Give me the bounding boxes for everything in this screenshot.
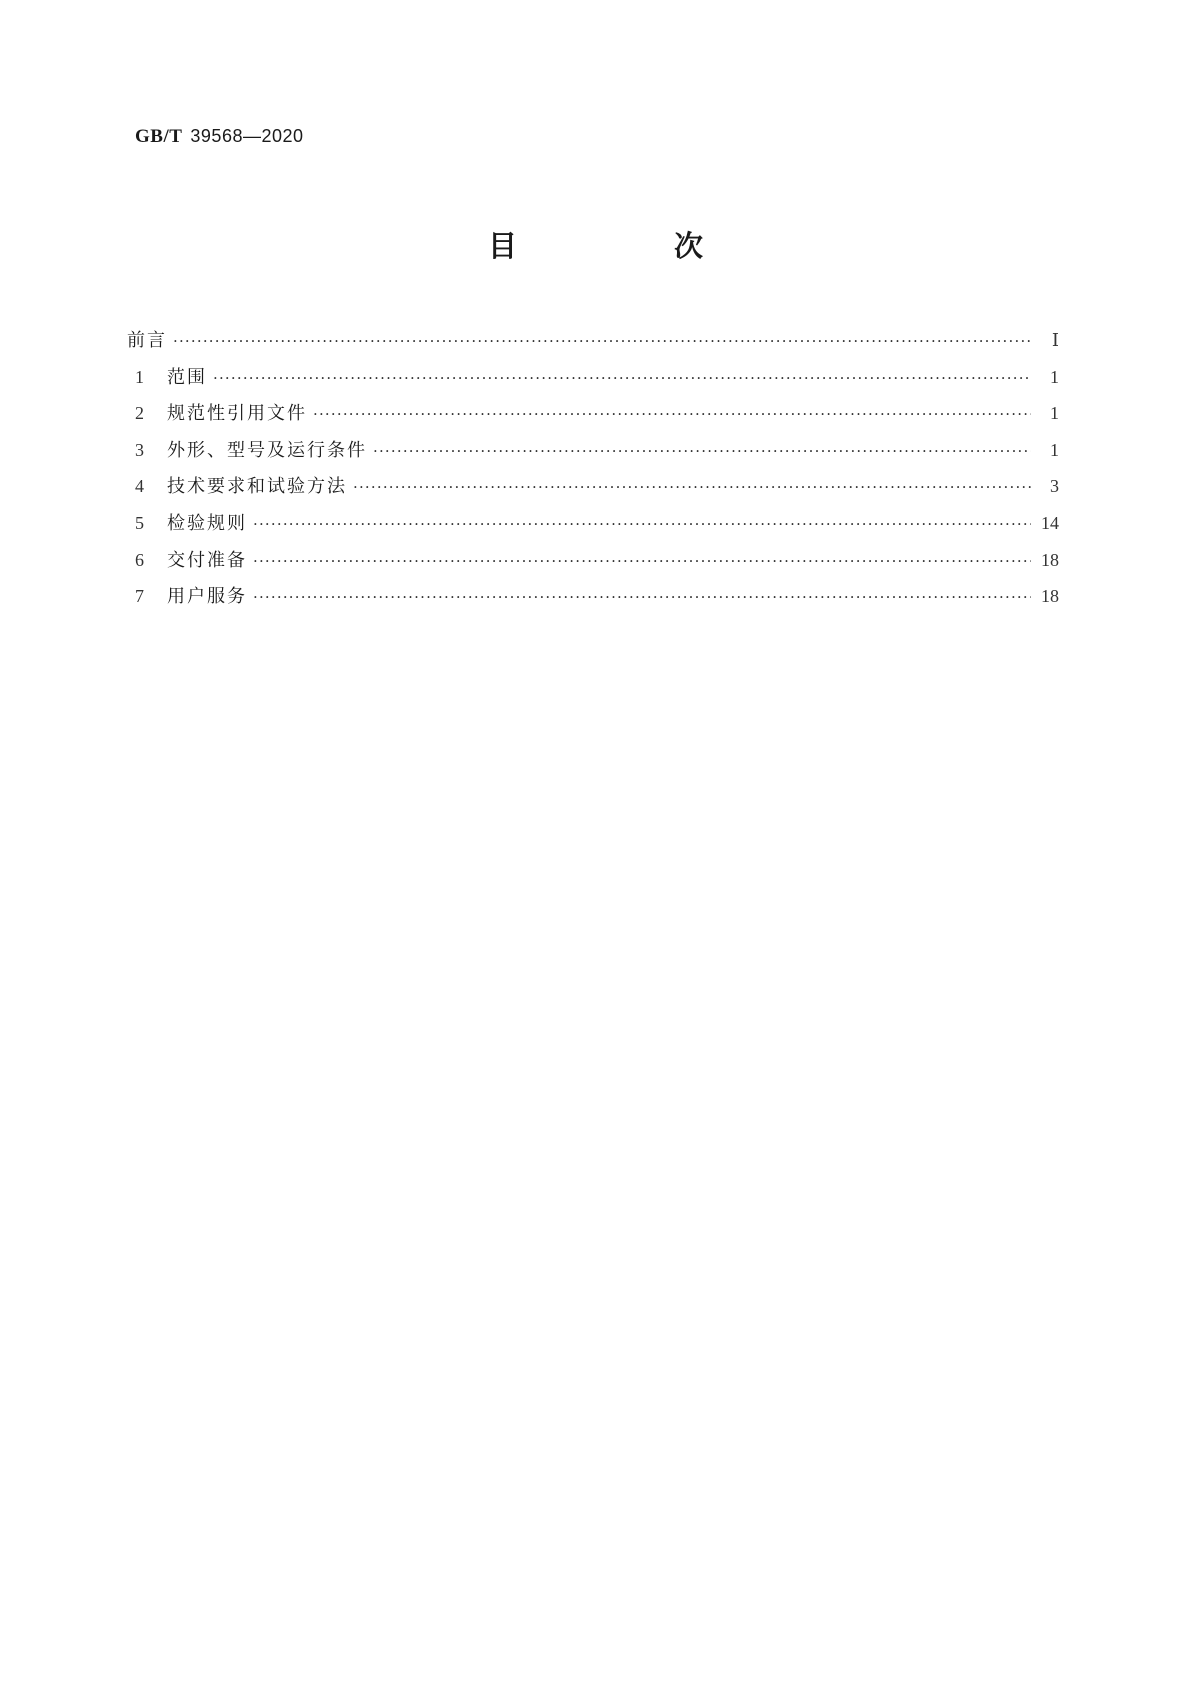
table-of-contents <box>127 326 1059 619</box>
toc-leader-dots <box>353 478 1031 496</box>
toc-leader-dots <box>173 332 1031 350</box>
toc-entry-number: 7 <box>135 586 144 607</box>
standard-code <box>135 126 304 148</box>
toc-entry-number: 5 <box>135 512 144 533</box>
toc-entry-page: 1 <box>1050 439 1059 460</box>
toc-entry-page: 1 <box>1050 403 1059 424</box>
standard-prefix: GB/T <box>135 126 183 147</box>
toc-entry-label: 前言 <box>127 330 167 351</box>
toc-entry-5[interactable] <box>135 509 1059 546</box>
toc-entry-label: 交付准备 <box>167 549 247 571</box>
toc-entry-page: 3 <box>1050 476 1059 497</box>
toc-entry-number: 1 <box>135 366 144 387</box>
toc-entry-label: 范围 <box>167 366 207 388</box>
toc-entry-foreword[interactable] <box>127 326 1059 363</box>
toc-entry-4[interactable] <box>135 472 1059 509</box>
toc-title: 目 次 <box>487 229 767 263</box>
toc-leader-dots <box>313 405 1031 423</box>
toc-entry-label: 用户服务 <box>167 586 247 608</box>
toc-entry-6[interactable] <box>135 546 1059 583</box>
toc-entry-number: 4 <box>135 476 144 497</box>
toc-leader-dots <box>253 588 1031 606</box>
toc-entry-page: 18 <box>1041 586 1059 607</box>
toc-entry-2[interactable] <box>135 399 1059 436</box>
toc-entry-number: 6 <box>135 549 144 570</box>
toc-entry-label: 检验规则 <box>167 512 247 534</box>
toc-entry-7[interactable] <box>135 582 1059 619</box>
standard-number: 39568—2020 <box>190 126 304 146</box>
toc-leader-dots <box>373 442 1031 460</box>
toc-entry-1[interactable] <box>135 363 1059 400</box>
toc-entry-page: 18 <box>1041 549 1059 570</box>
toc-entry-label: 规范性引用文件 <box>167 403 307 425</box>
toc-leader-dots <box>253 515 1031 533</box>
toc-entry-number: 3 <box>135 439 144 460</box>
toc-leader-dots <box>213 369 1031 387</box>
toc-entry-label: 技术要求和试验方法 <box>167 476 347 498</box>
toc-entry-page: Ⅰ <box>1051 330 1059 350</box>
toc-entry-page: 14 <box>1041 512 1059 533</box>
toc-entry-page: 1 <box>1050 366 1059 387</box>
toc-entry-label: 外形、型号及运行条件 <box>167 439 367 461</box>
toc-leader-dots <box>253 552 1031 570</box>
toc-entry-3[interactable] <box>135 436 1059 473</box>
toc-entry-number: 2 <box>135 403 144 424</box>
